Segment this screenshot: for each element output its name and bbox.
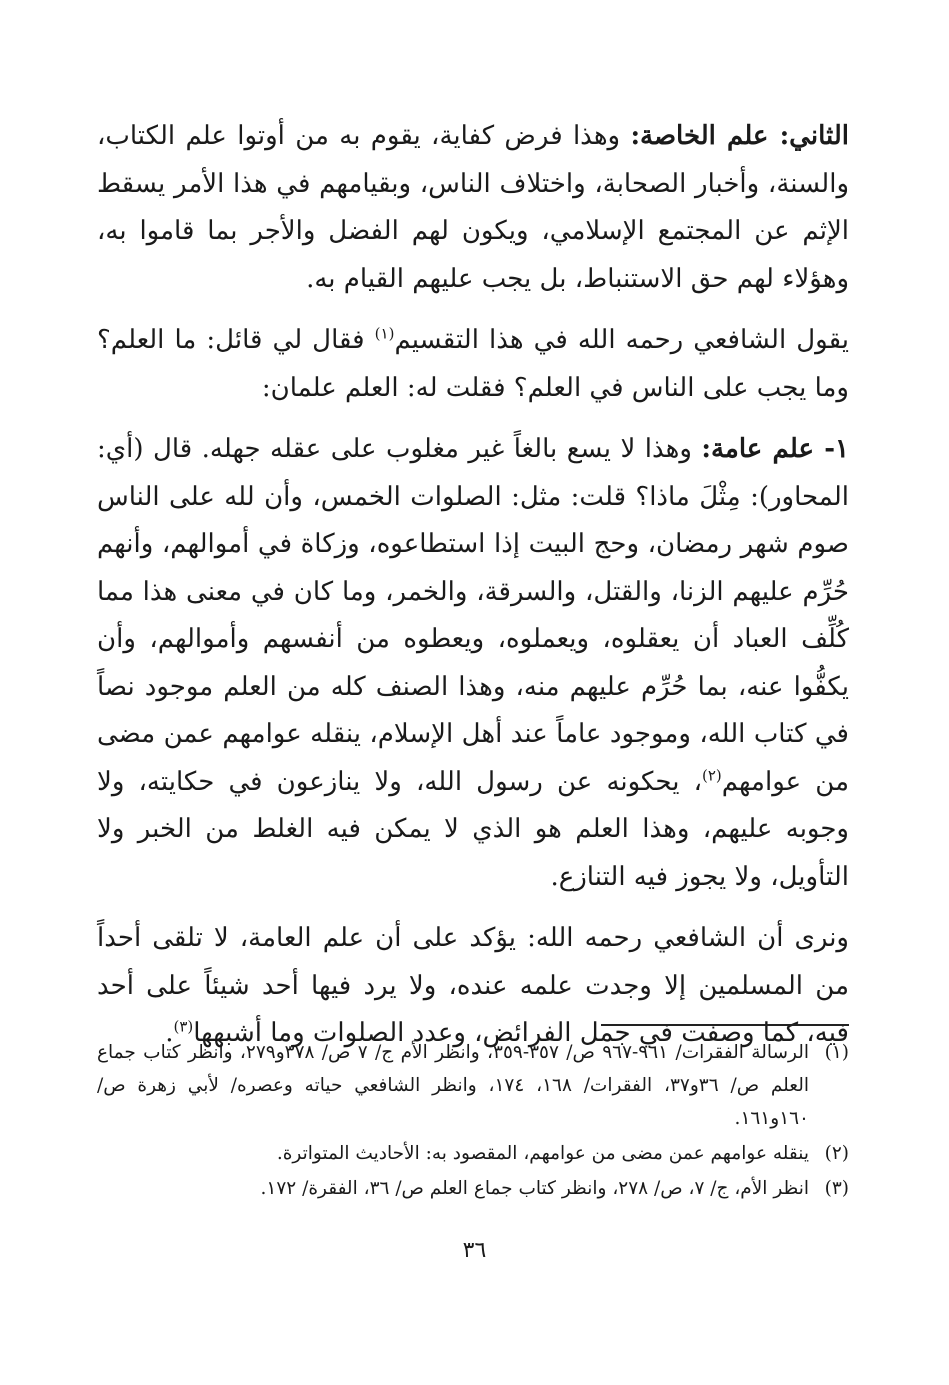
paragraph-text: وهذا لا يسع بالغاً غير مغلوب على عقله جهله. قال (أي: المحاور): مِثْلَ ماذا؟ قلت: مثل: الصلوات الخمس، وأن لله على الناس صوم شهر رمضان، وحج البيت إذا استطاعوه، وزكاة في أموالهم، وأنهم حُرِّم عليهم الزنا، والقتل، والسرقة، والخمر، وما كان في معنى هذا مما كُلِّف العباد أن يعقلوه، ويعملوه، ويعطوه من أنفسهم وأموالهم، وأن يكفُّوا عنه، بما حُرِّم عليهم منه، وهذا الصنف كله من العلم موجود نصاً في كتاب الله، وموجود عاماً عند أهل الإسلام، ينقله عوامهم عمن مضى من عوامهم bbox=[97, 434, 850, 797]
footnote-1 bbox=[97, 1036, 849, 1135]
paragraph-heading: الثاني: علم الخاصة: bbox=[630, 121, 849, 151]
footnote-3 bbox=[97, 1172, 849, 1205]
paragraph-2 bbox=[97, 317, 849, 412]
footnote-text: ينقله عوامهم عمن مضى من عوامهم، المقصود به: الأحاديث المتواترة. bbox=[276, 1143, 809, 1164]
footnote-number: (١) bbox=[824, 1042, 849, 1063]
main-text bbox=[97, 113, 849, 1072]
footnote-separator bbox=[601, 1024, 849, 1026]
paragraph-1 bbox=[97, 113, 849, 303]
footnote-2 bbox=[97, 1137, 849, 1170]
footnote-number: (٣) bbox=[824, 1178, 849, 1199]
page-number: ٣٦ bbox=[462, 1238, 487, 1263]
footnotes bbox=[97, 1036, 849, 1207]
paragraph-text-continued: . bbox=[165, 1018, 174, 1048]
footnote-text: الرسالة الفقرات/ ٩٦١-٩٦٧ ص/ ٣٥٧-٣٥٩، وانظر الأم ج/ ٧ ص/ ٣٧٨و٢٧٩، وانظر كتاب جماع العلم ص/ ٣٦و٣٧، الفقرات/ ١٦٨، ١٧٤، وانظر الشافعي حياته وعصره/ لأبي زهرة ص/ ١٦٠و١٦١. bbox=[97, 1042, 809, 1129]
paragraph-heading: ١- علم عامة: bbox=[701, 434, 850, 464]
footnote-number: (٢) bbox=[824, 1143, 849, 1164]
footnote-text: انظر الأم، ج/ ٧، ص/ ٢٧٨، وانظر كتاب جماع العلم ص/ ٣٦، الفقرة/ ١٧٢. bbox=[260, 1178, 809, 1199]
paragraph-text: ونرى أن الشافعي رحمه الله: يؤكد على أن علم العامة، لا تلقى أحداً من المسلمين إلا وجدت علمه عنده، ولا يرد فيها أحد شيئاً على أحد فيه، كما وصفت في جمل الفرائض، وعدد الصلوات وما أشبهها bbox=[97, 923, 849, 1048]
footnote-reference[interactable]: (١) bbox=[374, 324, 395, 343]
paragraph-text-continued: ، يحكونه عن رسول الله، ولا ينازعون في حكايته، ولا وجوبه عليهم، وهذا العلم هو الذي لا يمكن فيه الغلط من الخبر ولا التأويل، ولا يجوز فيه التنازع. bbox=[97, 766, 849, 892]
paragraph-text: يقول الشافعي رحمه الله في هذا التقسيم bbox=[394, 325, 849, 355]
paragraph-text-continued: فقال لي قائل: ما العلم؟ وما يجب على الناس في العلم؟ فقلت له: العلم علمان: bbox=[97, 325, 849, 403]
footnote-reference[interactable]: (٣) bbox=[173, 1017, 194, 1036]
paragraph-3 bbox=[97, 426, 849, 901]
footnote-reference[interactable]: (٢) bbox=[701, 765, 722, 784]
paragraph-text: وهذا فرض كفاية، يقوم به من أوتوا علم الكتاب، والسنة، وأخبار الصحابة، واختلاف الناس، وبقيامهم في هذا الأمر يسقط الإثم عن المجتمع الإسلامي، ويكون لهم الفضل والأجر بما قاموا به، وهؤلاء لهم حق الاستنباط، بل يجب عليهم القيام به. bbox=[97, 121, 849, 294]
